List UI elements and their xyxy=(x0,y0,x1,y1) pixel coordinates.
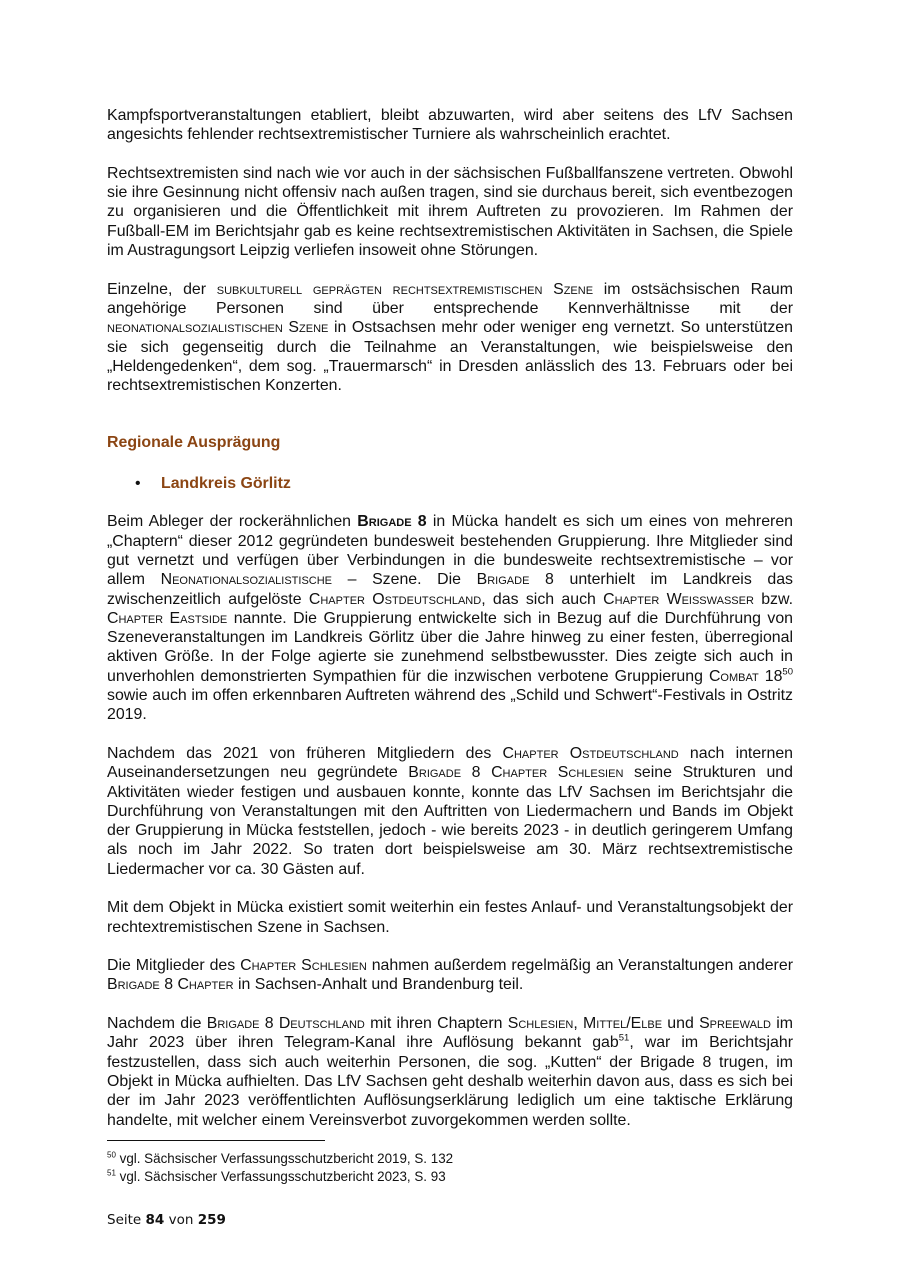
paragraph: Beim Ableger der rockerähnlichen Brigade 8 in Mücka handelt es sich um eines von mehreren „Chaptern“ dieser 2012 gegründeten bundesweit bestehenden Gruppierung. Ihre Mitglieder sind gut vernetzt und verfügen über Verbindungen in die bundesweite rechtsextremistische – vor allem Neonationalsozialistische – Szene. Die Brigade 8 unterhielt im Landkreis das zwischenzeitlich aufgelöste Chapter Ostdeutschland, das sich auch Chapter Weißwasser bzw. Chapter Eastside nannte. Die Gruppierung entwickelte sich in Bezug auf die Durchführung von Szeneveranstaltungen im Landkreis Görlitz über die Jahre hinweg zu einer festen, überregional aktiven Größe. In der Folge agierte sie zunehmend selbstbewusster. Dies zeigte sich auch in unverhohlen demonstrierten Sympathien für die inzwischen verbotene Gruppierung Combat $18^{50}$ sowie auch im offen erkennbaren Auftreten während des „Schild und Schwert“-Festivals in Ostritz 2019. xyxy=(107,513,794,724)
footnotes xyxy=(107,1150,793,1186)
term-subkulturelle-szene: subkulturell geprägten rechtsextremistischen Szene xyxy=(216,280,594,298)
current-page: 84 xyxy=(145,1212,165,1228)
subsection-title: Landkreis Görlitz xyxy=(161,474,291,492)
footnote-number: 50 xyxy=(107,1150,116,1160)
subsection-heading xyxy=(107,474,793,493)
paragraph: Rechtsextremisten sind nach wie vor auch in der sächsischen Fußballfanszene vertreten. Obwohl sie ihre Gesinnung nicht offensiv nach außen tragen, sind sie durchaus bereit, sich eventbezogen zu organisieren und die Öffentlichkeit mit ihrem Auftreten zu provozieren. Im Rahmen der Fußball-EM im Berichtsjahr gab es keine rechtsextremistischen Aktivitäten in Sachsen, die Spiele im Austragungsort Leipzig verliefen insoweit ohne Störungen. xyxy=(107,164,793,260)
paragraph: Kampfsportveranstaltungen etabliert, bleibt abzuwarten, wird aber seitens des LfV Sachsen angesichts fehlender rechtsextremistischer Turniere als wahrscheinlich erachtet. xyxy=(107,107,793,144)
footnote-number: 51 xyxy=(107,1168,116,1178)
footnote-ref[interactable]: 50 xyxy=(782,666,793,678)
footnote-divider xyxy=(107,1140,325,1141)
paragraph: Die Mitglieder des Chapter Schlesien nahmen außerdem regelmäßig an Veranstaltungen anderer Brigade 8 Chapter in Sachsen-Anhalt und Brandenburg teil. xyxy=(107,957,793,994)
term-neonationalsozialistische-szene: neonationalsozialistischen Szene xyxy=(107,319,329,337)
paragraph: Nachdem das 2021 von früheren Mitgliedern des Chapter Ostdeutschland nach internen Auseinandersetzungen neu gegründete Brigade 8 Chapter Schlesien seine Strukturen und Aktivitäten wieder festigen und ausbauen konnte, konnte das LfV Sachsen im Berichtsjahr die Durchführung von Veranstaltungen mit den Auftritten von Liedermachern und Bands im Objekt der Gruppierung in Mücka feststellen, jedoch - wie bereits 2023 - in deutlich geringerem Umfang als noch im Jahr 2022. So traten dort beispielsweise am 30. März rechtsextremistische Liedermacher vor ca. 30 Gästen auf. xyxy=(107,744,793,878)
term-brigade-8: Brigade 8 xyxy=(357,513,427,531)
bullet-icon: • xyxy=(135,474,141,492)
footnote: $^{50}$ vgl. Sächsischer Verfassungsschutzbericht 2019, S. 132 xyxy=(107,1150,454,1166)
total-pages: 259 xyxy=(197,1212,226,1228)
body-text xyxy=(107,106,793,1130)
page-number: Seite 84 von 259 xyxy=(107,1212,226,1228)
paragraph: Einzelne, der subkulturell geprägten rechtsextremistischen Szene im ostsächsischen Raum angehörige Personen sind über entsprechende Kennverhältnisse mit der neonationalsozialistischen Szene in Ostsachsen mehr oder weniger eng vernetzt. So unterstützen sie sich gegenseitig durch die Teilnahme an Veranstaltungen, wie beispielsweise den „Heldengedenken“, dem sog. „Trauermarsch“ in Dresden anlässlich des 13. Februars oder bei rechtsextremistischen Konzerten. xyxy=(107,280,793,395)
section-heading: Regionale Ausprägung xyxy=(107,434,281,452)
footnote-ref[interactable]: 51 xyxy=(618,1033,630,1045)
footnote: $^{51}$ vgl. Sächsischer Verfassungsschutzbericht 2023, S. 93 xyxy=(107,1168,446,1184)
paragraph: Nachdem die Brigade 8 Deutschland mit ihren Chaptern Schlesien, Mittel/Elbe und Spreewald im Jahr 2023 über ihren Telegram-Kanal ihre Auflösung bekannt gab$^{51}$, war im Berichtsjahr festzustellen, dass sich auch weiterhin Personen, die sog. „Kutten“ der Brigade 8 trugen, im Objekt in Mücka aufhielten. Das LfV Sachsen geht deshalb weiterhin davon aus, dass es sich bei der im Jahr 2023 veröffentlichten Auflösungserklärung lediglich um eine taktische Erklärung handelte, mit welcher einem Vereinsverbot zuvorgekommen werden sollte. xyxy=(107,1015,794,1129)
paragraph: Mit dem Objekt in Mücka existiert somit weiterhin ein festes Anlauf- und Veranstaltungsobjekt der rechtextremistischen Szene in Sachsen. xyxy=(107,899,793,936)
